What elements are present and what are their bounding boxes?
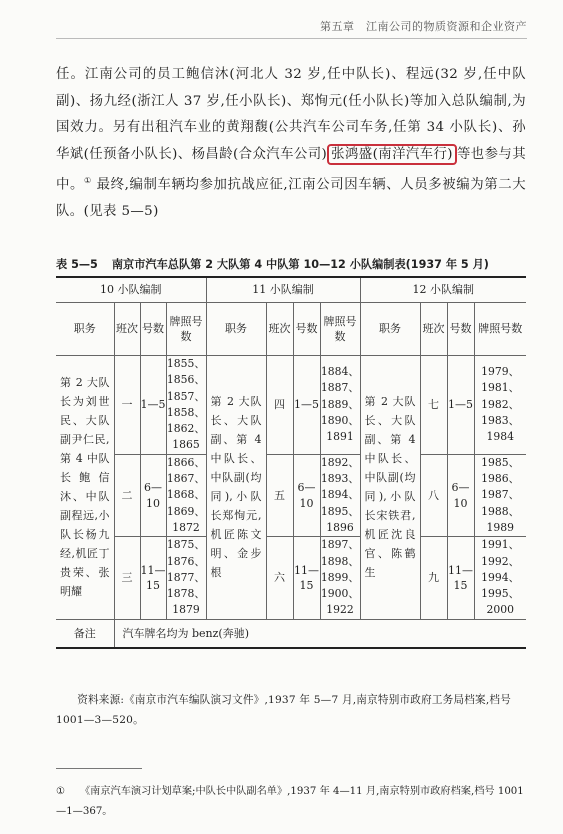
col-shift: 班次	[114, 303, 140, 356]
table-row	[56, 356, 526, 455]
plate-number: 1893、	[320, 472, 360, 486]
plates-cell	[320, 356, 360, 455]
plates-cell	[474, 356, 526, 455]
paragraph-text-3: 最终,编制车辆均参加抗战应征,江南公司因车辆、人员多被编为第二大队。(见表 5—5)	[56, 177, 526, 219]
position-cell: 第 2 大队长、大队副、第 4 中队长、中队副(均同),小队长宋铁君,机匠沈良官、陈鹤生	[360, 356, 420, 620]
number-cell: 6—10	[447, 454, 474, 536]
column-header-row	[56, 303, 526, 356]
footnote	[56, 782, 526, 822]
plate-number: 1878、	[166, 587, 206, 601]
plate-number: 1986、	[481, 472, 520, 486]
plate-number: 1877、	[166, 570, 206, 584]
paragraph-text-2: 等也参与其中。	[56, 146, 526, 193]
plate-number: 1987、	[481, 488, 520, 502]
col-number: 号数	[140, 303, 166, 356]
group-header: 10 小队编制	[56, 277, 206, 303]
shift-cell: 二	[114, 454, 140, 536]
source-note: 资料来源:《南京市汽车编队演习文件》,1937 年 5—7 月,南京特别市政府工务局档案,档号 1001—3—520。	[56, 694, 511, 726]
plates-cell	[166, 454, 206, 536]
plate-number: 1869、	[166, 504, 206, 518]
plate-number: 1857、	[166, 389, 206, 403]
plate-number: 1867、	[166, 472, 206, 486]
header-rule	[56, 38, 527, 39]
plate-number: 1984	[486, 430, 514, 444]
plates-cell	[166, 537, 206, 619]
plate-number: 1894、	[320, 488, 360, 502]
plate-number: 1922	[326, 603, 354, 617]
plate-number: 1862、	[166, 422, 206, 436]
shift-cell: 九	[420, 537, 447, 619]
highlighted-name: 张鸿盛(南洋汽车行)	[327, 144, 457, 165]
number-cell: 1—5	[293, 356, 320, 455]
number-cell: 6—10	[140, 454, 166, 536]
position-cell: 第 2 大队长为刘世民、大队副尹仁民,第 4 中队长鲍信沐、中队副程远,小队长杨九经,机匠丁贵荣、张明耀	[56, 356, 114, 620]
plate-number: 1992、	[481, 554, 520, 568]
plate-number: 1868、	[166, 488, 206, 502]
paragraph-text-1: 任。江南公司的员工鲍信沐(河北人 32 岁,任中队长)、程远(32 岁,任中队副)、扬九经(浙江人 37 岁,任小队长)、郑恂元(任小队长)等加入总队编制,为国效力。另有出租汽车业的黄翔馥(公共汽车公司车务,任第 34 小队长)、孙华斌(任预备小队长)、杨昌龄(合众汽车公司)	[56, 67, 526, 162]
shift-cell: 六	[266, 537, 293, 619]
plates-cell	[166, 356, 206, 455]
group-header-row	[56, 277, 526, 303]
running-header: 第五章 江南公司的物质资源和企业资产	[320, 20, 527, 33]
table-row	[56, 537, 526, 619]
col-plate: 牌照号数	[320, 303, 360, 356]
plate-number: 1896	[326, 520, 354, 534]
plates-cell	[320, 537, 360, 619]
plate-number: 1981、	[481, 381, 520, 395]
plates-cell	[474, 537, 526, 619]
table-number: 表 5—5	[56, 258, 98, 271]
shift-cell: 三	[114, 537, 140, 619]
table-caption	[56, 256, 526, 272]
table-row	[56, 454, 526, 536]
number-cell: 11—15	[447, 537, 474, 619]
remark-label: 备注	[56, 619, 114, 648]
plate-number: 1890、	[320, 414, 360, 428]
plate-number: 1898、	[320, 554, 360, 568]
col-number: 号数	[293, 303, 320, 356]
col-shift: 班次	[420, 303, 447, 356]
col-position: 职务	[360, 303, 420, 356]
plate-number: 1994、	[481, 570, 520, 584]
plate-number: 1985、	[481, 455, 520, 469]
col-position: 职务	[206, 303, 266, 356]
plate-number: 1995、	[481, 587, 520, 601]
col-plate: 牌照号数	[166, 303, 206, 356]
plates-cell	[320, 454, 360, 536]
shift-cell: 四	[266, 356, 293, 455]
number-cell: 1—5	[447, 356, 474, 455]
plate-number: 1872	[172, 520, 200, 534]
table-title: 南京市汽车总队第 2 大队第 4 中队第 10—12 小队编制表(1937 年 5 月)	[111, 258, 489, 271]
plate-number: 1900、	[320, 587, 360, 601]
plate-number: 1892、	[320, 455, 360, 469]
col-plate: 牌照号数	[474, 303, 526, 356]
plate-number: 1897、	[320, 538, 360, 552]
footnote-text: 《南京汽车演习计划草案;中队长中队副名单》,1937 年 4—11 月,南京特别市政府档案,档号 1001—1—367。	[56, 786, 524, 817]
plate-number: 1982、	[481, 397, 520, 411]
plate-number: 1865	[172, 438, 200, 452]
plate-number: 1856、	[166, 373, 206, 387]
shift-cell: 八	[420, 454, 447, 536]
number-cell: 11—15	[140, 537, 166, 619]
plate-number: 1989	[486, 520, 514, 534]
col-shift: 班次	[266, 303, 293, 356]
shift-cell: 五	[266, 454, 293, 536]
plate-number: 1875、	[166, 538, 206, 552]
remark-content: 汽车牌名均为 benz(奔驰)	[114, 619, 526, 648]
plate-number: 2000	[486, 603, 514, 617]
plate-number: 1983、	[481, 414, 520, 428]
plate-number: 1991、	[481, 538, 520, 552]
plate-number: 1879	[172, 603, 200, 617]
number-cell: 1—5	[140, 356, 166, 455]
squad-table	[56, 276, 526, 649]
footnote-number: ①	[56, 786, 66, 797]
shift-cell: 一	[114, 356, 140, 455]
plate-number: 1858、	[166, 405, 206, 419]
number-cell: 11—15	[293, 537, 320, 619]
number-cell: 6—10	[293, 454, 320, 536]
col-number: 号数	[447, 303, 474, 356]
plate-number: 1855、	[166, 357, 206, 370]
col-position: 职务	[56, 303, 114, 356]
group-header: 12 小队编制	[360, 277, 526, 303]
plate-number: 1866、	[166, 455, 206, 469]
plate-number: 1895、	[320, 504, 360, 518]
plate-number: 1887、	[320, 381, 360, 395]
plate-number: 1884、	[320, 365, 360, 379]
body-paragraph	[56, 62, 526, 225]
plate-number: 1899、	[320, 570, 360, 584]
footnote-marker[interactable]: ①	[84, 176, 92, 185]
plate-number: 1889、	[320, 397, 360, 411]
plates-cell	[474, 454, 526, 536]
position-cell: 第 2 大队长、大队副、第 4 中队长、中队副(均同),小队长郑恂元,机匠陈文明、金步根	[206, 356, 266, 620]
plate-number: 1988、	[481, 504, 520, 518]
remark-row	[56, 619, 526, 648]
shift-cell: 七	[420, 356, 447, 455]
footnote-rule	[56, 768, 142, 769]
plate-number: 1891	[326, 430, 354, 444]
plate-number: 1979、	[481, 365, 520, 379]
plate-number: 1876、	[166, 554, 206, 568]
group-header: 11 小队编制	[206, 277, 360, 303]
